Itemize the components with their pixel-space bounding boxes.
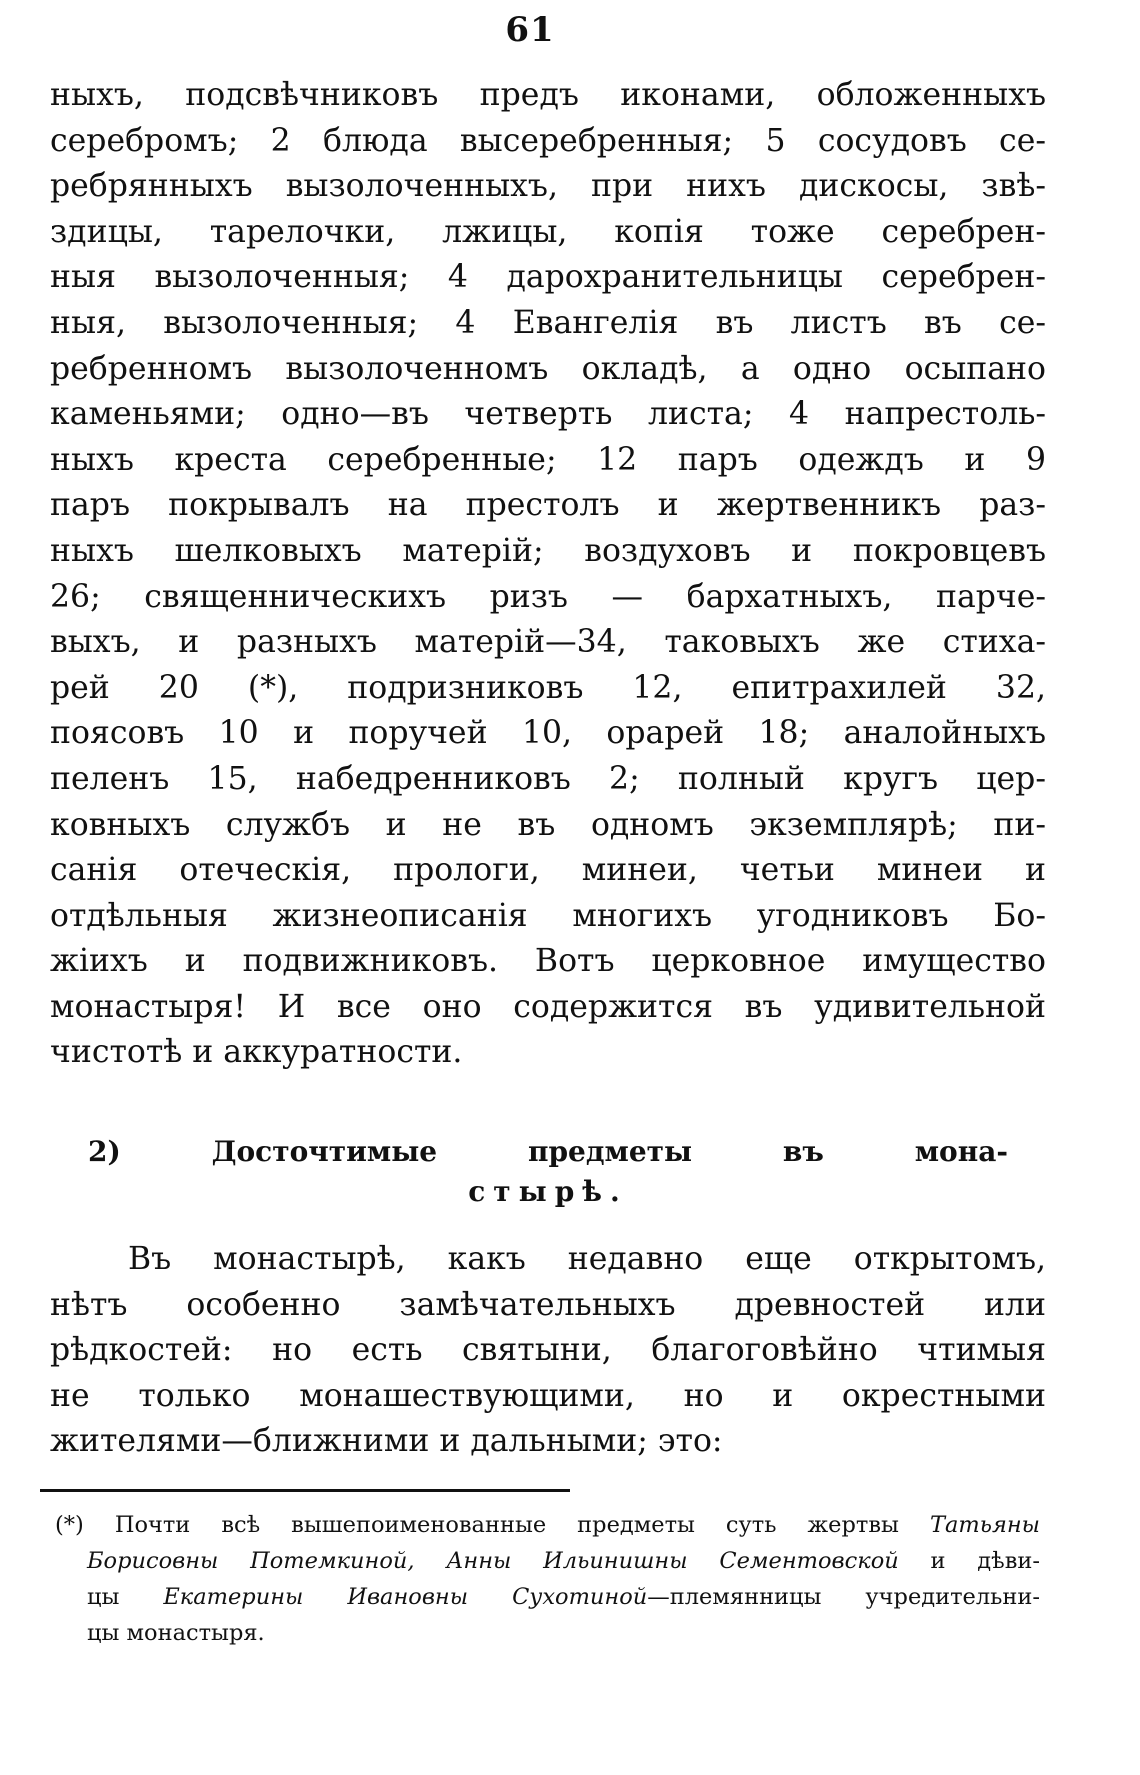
text-line: чистотѣ и аккуратности.	[50, 1034, 463, 1071]
footnote-line	[55, 1579, 1040, 1615]
footnote-text: и дѣви-	[898, 1548, 1040, 1574]
page-number: 61	[505, 10, 555, 50]
footnote-name: Борисовны Потемкиной, Анны Ильинишны Сементовской	[87, 1548, 899, 1574]
section-heading-line: стырѣ.	[468, 1175, 628, 1208]
text-line: санія отеческія, прологи, минеи, четьи минеи и	[50, 852, 1046, 889]
text-line: пеленъ 15, набедренниковъ 2; полный кругъ цер-	[50, 760, 1046, 797]
text-line: рей 20 (*), подризниковъ 12, епитрахилей 32,	[50, 669, 1046, 706]
text-line: не только монашествующими, но и окрестными	[50, 1377, 1046, 1414]
footnote-text: цы	[87, 1584, 164, 1610]
text-line: паръ покрывалъ на престолъ и жертвенникъ раз-	[50, 487, 1046, 524]
text-line: ребрянныхъ вызолоченныхъ, при нихъ дискосы, звѣ-	[50, 168, 1046, 205]
footnote-name: Татьяны	[929, 1512, 1040, 1538]
main-paragraph	[50, 73, 1046, 1076]
text-line: нѣтъ особенно замѣчательныхъ древностей или	[50, 1286, 1046, 1323]
section-heading-line: 2) Досточтимые предметы въ мона-	[88, 1135, 1008, 1168]
text-line: серебромъ; 2 блюда высеребренныя; 5 сосудовъ се-	[50, 122, 1046, 159]
text-line: жителями—ближними и дальными; это:	[50, 1423, 723, 1460]
text-line: ныя, вызолоченныя; 4 Евангелія въ листъ въ се-	[50, 304, 1046, 341]
footnote-line: цы монастыря.	[87, 1620, 265, 1646]
footnote-text: —племянницы учредительни-	[647, 1584, 1041, 1610]
footnote	[55, 1507, 1040, 1651]
text-line: отдѣльныя жизнеописанія многихъ угодниковъ Бо-	[50, 897, 1046, 934]
footnote-line	[55, 1543, 1040, 1579]
footnote-line	[55, 1507, 1040, 1543]
text-line: ребренномъ вызолоченномъ окладѣ, а одно осыпано	[50, 350, 1046, 387]
text-line: монастыря! И все оно содержится въ удивительной	[50, 988, 1046, 1025]
text-line: ныхъ креста серебренные; 12 паръ одеждъ и 9	[50, 441, 1046, 478]
footnote-divider	[40, 1489, 570, 1492]
text-line: здицы, тарелочки, лжицы, копія тоже серебрен-	[50, 213, 1046, 250]
text-line: ныхъ шелковыхъ матерій; воздуховъ и покровцевъ	[50, 532, 1046, 569]
section-paragraph	[50, 1237, 1046, 1465]
text-line: Въ монастырѣ, какъ недавно еще открытомъ,	[128, 1241, 1046, 1277]
text-line: ковныхъ службъ и не въ одномъ экземплярѣ; пи-	[50, 806, 1046, 843]
section-heading	[88, 1132, 1008, 1212]
footnote-name: Екатерины Ивановны Сухотиной	[163, 1584, 648, 1610]
text-line: жіихъ и подвижниковъ. Вотъ церковное имущество	[50, 943, 1046, 980]
text-line: выхъ, и разныхъ матерій—34, таковыхъ же стиха-	[50, 624, 1046, 661]
text-line: каменьями; одно—въ четверть листа; 4 напрестоль-	[50, 396, 1046, 433]
text-line: ныя вызолоченныя; 4 дарохранительницы серебрен-	[50, 259, 1046, 296]
text-line: рѣдкостей: но есть святыни, благоговѣйно чтимыя	[50, 1332, 1046, 1369]
text-line: поясовъ 10 и поручей 10, орарей 18; аналойныхъ	[50, 715, 1046, 752]
text-line: ныхъ, подсвѣчниковъ предъ иконами, обложенныхъ	[50, 77, 1046, 113]
text-line: 26; священническихъ ризъ — бархатныхъ, парче-	[50, 578, 1046, 615]
footnote-text: (*) Почти всѣ вышепоименованные предметы суть жертвы	[55, 1512, 930, 1538]
